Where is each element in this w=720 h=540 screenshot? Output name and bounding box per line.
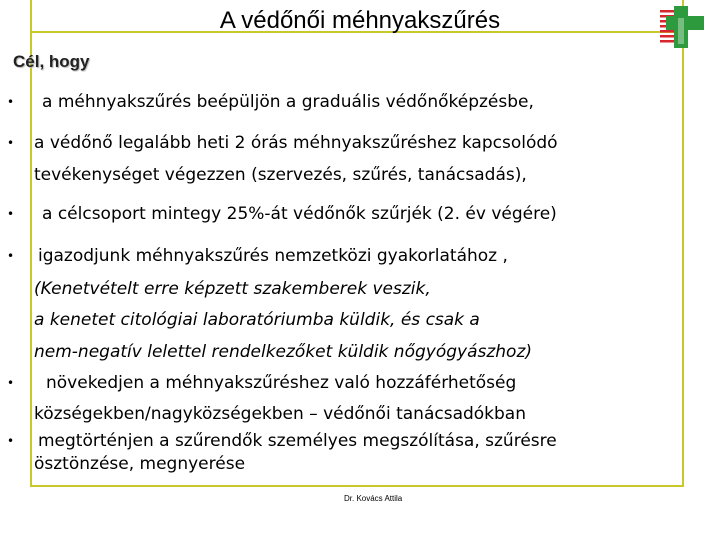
bullet-marker: •: [7, 136, 15, 150]
bottom-border-rule: [30, 485, 684, 487]
text-line: megtörténjen a szűrendők személyes megszólítása, szűrésre: [38, 431, 557, 451]
subtitle-cel-hogy: Cél, hogy: [13, 52, 90, 71]
bullet-marker: •: [7, 95, 15, 109]
slide-title: A védőnői méhnyakszűrés: [219, 7, 501, 34]
text-line: növekedjen a méhnyakszűréshez való hozzáférhetőség: [46, 373, 517, 393]
text-line-italic: a kenetet citológiai laboratóriumba küldik, és csak a: [34, 310, 480, 330]
footer-author: Dr. Kovács Attila: [344, 494, 403, 503]
bullet-marker: •: [7, 434, 15, 448]
text-line: ösztönzése, megnyerése: [34, 454, 246, 474]
text-line: a célcsoport mintegy 25%-át védőnők szűrjék (2. év végére): [42, 204, 557, 224]
right-border-rule: [682, 0, 684, 486]
text-line-italic: (Kenetvételt erre képzett szakemberek veszik,: [34, 279, 431, 299]
bullet-marker: •: [7, 376, 15, 390]
text-line: igazodjunk méhnyakszűrés nemzetközi gyakorlatához ,: [38, 246, 508, 266]
text-line: tevékenységet végezzen (szervezés, szűrés, tanácsadás),: [34, 165, 527, 185]
text-line: a védőnő legalább heti 2 órás méhnyakszűréshez kapcsolódó: [34, 133, 558, 153]
text-line-italic: nem-negatív lelettel rendelkezőket küldik nőgyógyászhoz): [34, 342, 533, 362]
bullet-marker: •: [7, 249, 15, 263]
text-line: községekben/nagyközségekben – védőnői tanácsadókban: [34, 404, 527, 424]
bullet-marker: •: [7, 207, 15, 221]
text-line: a méhnyakszűrés beépüljön a graduális védőnőképzésbe,: [42, 92, 534, 112]
medical-cross-logo-icon: [652, 2, 710, 52]
